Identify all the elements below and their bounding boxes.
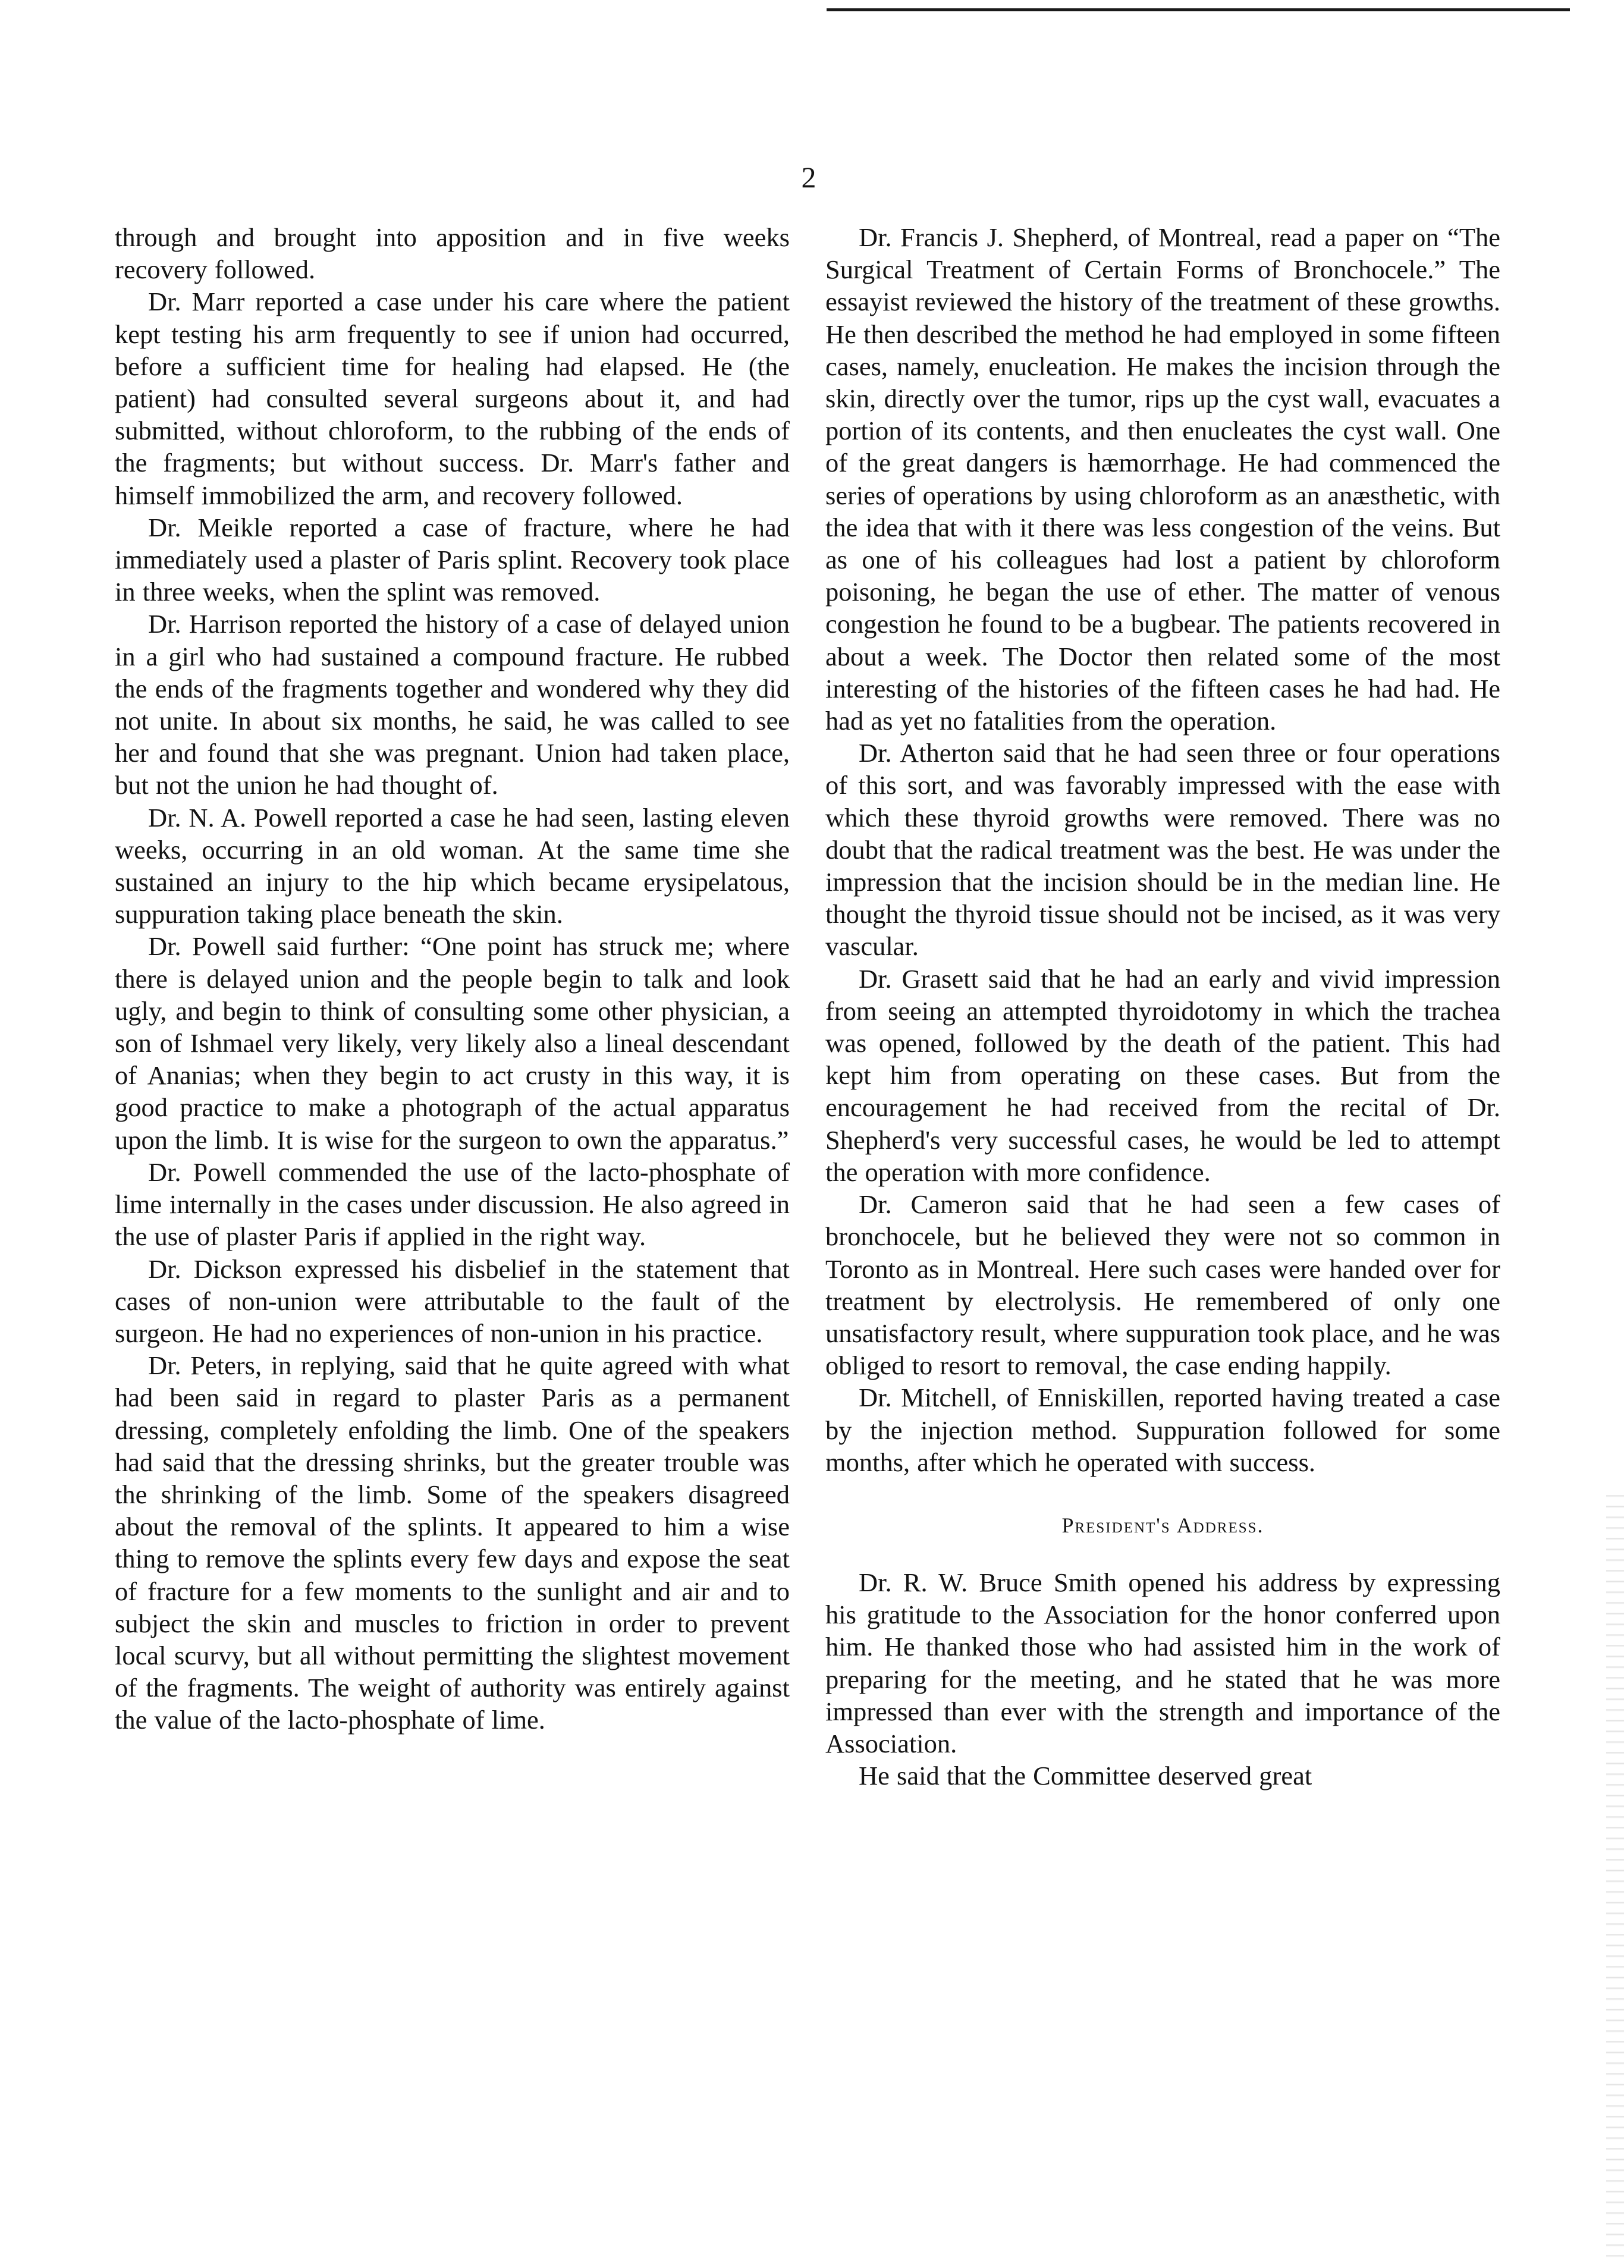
section-heading: President's Address. — [1061, 1513, 1264, 1537]
paragraph-meikle: Dr. Meikle reported a case of fracture, where he had immediately used a plaster of Paris splint. Recovery took place in three weeks, when the splint was removed. — [115, 512, 790, 607]
paragraph-marr: Dr. Marr reported a case under his care where the patient kept testing his arm frequently to see if union had occurred, before a sufficient time for healing had elapsed. He (the patient) had consulted several surgeons about it, and had submitted, without chloroform, to the rubbing of the ends of the fragments; but without success. Dr. Marr's father and himself immobilized the arm, and recovery followed. — [115, 287, 790, 510]
paragraph-powell-lacto: Dr. Powell commended the use of the lacto-phosphate of lime internally in the cases under discussion. He also agreed in the use of plaster Paris if applied in the right way. — [115, 1157, 790, 1252]
right-column — [825, 221, 1500, 1792]
paragraph-powell-quote: Dr. Powell said further: “One point has struck me; where there is delayed union and the people begin to talk and look ugly, and begin to think of consulting some other physician, a son of Ishmael very likely, very likely also a lineal descendant of Ananias; when they begin to act crusty in this way, it is good practice to make a photograph of the actual apparatus upon the limb. It is wise for the surgeon to own the apparatus.” — [115, 931, 790, 1155]
paragraph-harrison: Dr. Harrison reported the history of a case of delayed union in a girl who had sustained a compound fracture. He rubbed the ends of the fragments together and wondered why they did not unite. In about six months, he said, he was called to see her and found that she was pregnant. Union had taken place, but not the union he had thought of. — [115, 609, 790, 800]
paragraph-atherton: Dr. Atherton said that he had seen three or four operations of this sort, and was favorably impressed with the ease with which these thyroid growths were removed. There was no doubt that the radical treatment was the best. He was under the impression that the incision should be in the median line. He thought the thyroid tissue should not be incised, as it was very vascular. — [825, 738, 1500, 962]
paragraph-peters: Dr. Peters, in replying, said that he quite agreed with what had been said in regard to plaster Paris as a permanent dressing, completely enfolding the limb. One of the speakers had said that the dressing shrinks, but the greater trouble was the shrinking of the limb. Some of the speakers disagreed about the removal of the splints. It appeared to him a wise thing to remove the splints every few days and expose the seat of fracture for a few moments to the sunlight and air and to subject the skin and muscles to friction in order to prevent local scurvy, but all without permitting the slightest movement of the fragments. The weight of authority was entirely against the value of the lacto-phosphate of lime. — [115, 1350, 790, 1735]
page-number: 2 — [801, 161, 816, 194]
paragraph-powell-case: Dr. N. A. Powell reported a case he had seen, lasting eleven weeks, occurring in an old woman. At the same time she sustained an injury to the hip which became erysipelatous, suppuration taking place beneath the skin. — [115, 802, 790, 929]
paragraph-address: Dr. R. W. Bruce Smith opened his address by expressing his gratitude to the Association for the honor conferred upon him. He thanked those who had assisted him in the work of preparing for the meeting, and he stated that he was more impressed than ever with the strength and importance of the Association. — [825, 1567, 1500, 1758]
paragraph-dickson: Dr. Dickson expressed his disbelief in the statement that cases of non-union were attributable to the fault of the surgeon. He had no experiences of non-union in his practice. — [115, 1254, 790, 1348]
top-rule — [827, 8, 1570, 11]
paragraph-committee: He said that the Committee deserved great — [859, 1761, 1312, 1791]
page-edge-marks — [1606, 1487, 1624, 2260]
paragraph-cameron: Dr. Cameron said that he had seen a few cases of bronchocele, but he believed they were not so common in Toronto as in Montreal. Here such cases were handed over for treatment by electrolysis. He remembered of only one unsatisfactory result, where suppuration took place, and he was obliged to resort to removal, the case ending happily. — [825, 1189, 1500, 1381]
left-column — [115, 221, 790, 1736]
paragraph-grasett: Dr. Grasett said that he had an early and vivid impression from seeing an attempted thyroidotomy in which the trachea was opened, followed by the death of the patient. This had kept him from operating on these cases. But from the encouragement he had received from the recital of Dr. Shepherd's very successful cases, he would be led to attempt the operation with more confidence. — [825, 963, 1500, 1187]
paragraph-continued: through and brought into apposition and in five weeks recovery followed. — [115, 222, 790, 285]
paragraph-mitchell: Dr. Mitchell, of Enniskillen, reported having treated a case by the injection method. Suppuration followed for some months, after which he operated with success. — [825, 1383, 1500, 1477]
paragraph-shepherd: Dr. Francis J. Shepherd, of Montreal, read a paper on “The Surgical Treatment of Certain Forms of Bronchocele.” The essayist reviewed the history of the treatment of these growths. He then described the method he had employed in some fifteen cases, namely, enucleation. He makes the incision through the skin, directly over the tumor, rips up the cyst wall, evacuates a portion of its contents, and then enucleates the cyst wall. One of the great dangers is hæmorrhage. He had commenced the series of operations by using chloroform as an anæsthetic, with the idea that with it there was less congestion of the veins. But as one of his colleagues had lost a patient by chloroform poisoning, he began the use of ether. The matter of venous congestion he found to be a bugbear. The patients recovered in about a week. The Doctor then related some of the most interesting of the histories of the fifteen cases he had had. He had as yet no fatalities from the operation. — [825, 222, 1500, 736]
